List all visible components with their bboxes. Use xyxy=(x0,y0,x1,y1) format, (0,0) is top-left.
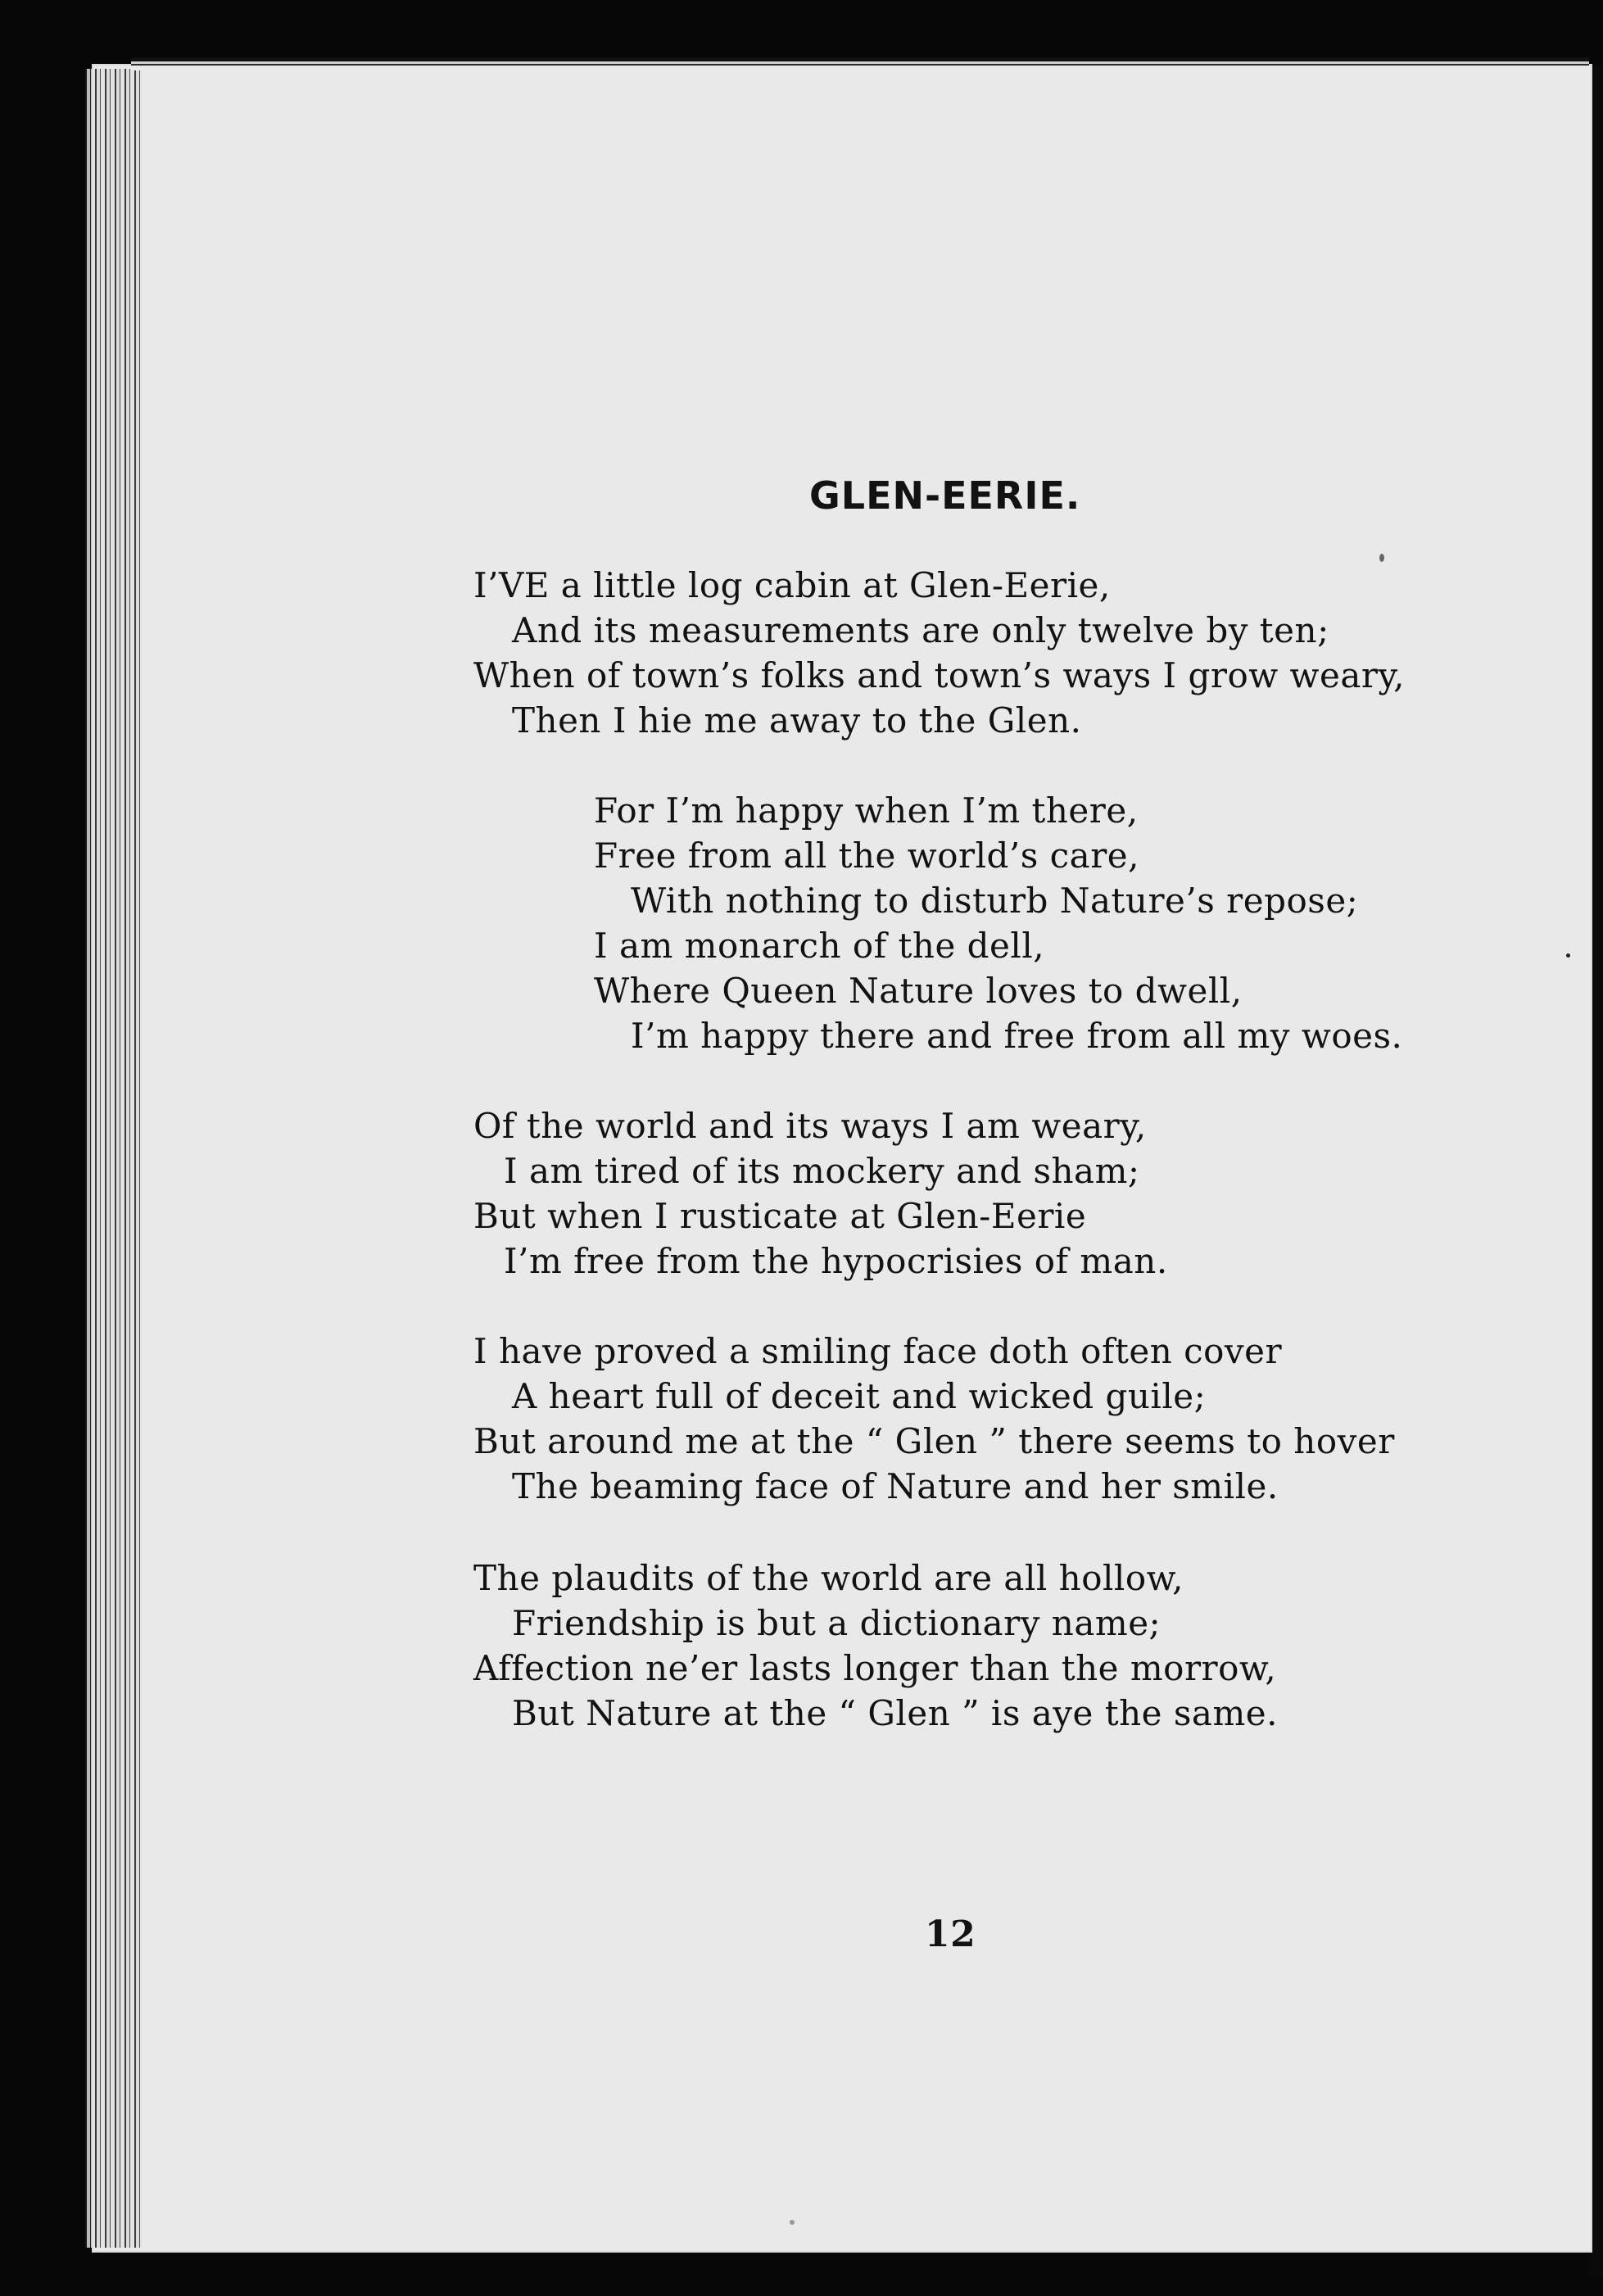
poem-line: The beaming face of Nature and her smile. xyxy=(512,1466,1279,1506)
paper-speck xyxy=(1566,953,1570,958)
paper-speck xyxy=(790,2220,795,2225)
poem-line: Friendship is but a dictionary name; xyxy=(512,1603,1161,1643)
paper-speck xyxy=(1379,554,1384,562)
poem-line: And its measurements are only twelve by ten; xyxy=(512,610,1329,650)
poem-line: When of town’s folks and town’s ways I grow weary, xyxy=(473,655,1405,695)
poem-line: But when I rusticate at Glen-Eerie xyxy=(473,1196,1087,1236)
poem-line: I have proved a smiling face doth often cover xyxy=(473,1331,1283,1371)
poem-line: But Nature at the “ Glen ” is aye the same. xyxy=(512,1693,1278,1733)
poem-line: Affection ne’er lasts longer than the morrow, xyxy=(473,1648,1277,1688)
poem-line: For I’m happy when I’m there, xyxy=(594,790,1139,831)
poem-line: Free from all the world’s care, xyxy=(594,836,1139,876)
page-stack-edge-top xyxy=(131,57,1589,70)
poem-line: I am tired of its mockery and sham; xyxy=(504,1151,1140,1191)
poem-line: I’VE a little log cabin at Glen-Eerie, xyxy=(473,565,1111,605)
poem-line: I am monarch of the dell, xyxy=(594,926,1045,966)
page-stack-edge-left xyxy=(85,69,143,2248)
poem-line: Then I hie me away to the Glen. xyxy=(512,700,1082,740)
poem-line: I’m free from the hypocrisies of man. xyxy=(504,1241,1168,1281)
page-number: 12 xyxy=(925,1913,976,1955)
poem-line: A heart full of deceit and wicked guile; xyxy=(512,1376,1207,1416)
poem-line: Where Queen Nature loves to dwell, xyxy=(594,971,1243,1011)
poem-line: Of the world and its ways I am weary, xyxy=(473,1106,1147,1146)
poem-line: But around me at the “ Glen ” there seems to hover xyxy=(473,1421,1395,1461)
poem-line: I’m happy there and free from all my woes. xyxy=(631,1016,1403,1056)
poem-line: With nothing to disturb Nature’s repose; xyxy=(631,881,1359,921)
poem-title: GLEN-EERIE. xyxy=(809,473,1081,518)
poem-line: The plaudits of the world are all hollow, xyxy=(473,1558,1184,1598)
